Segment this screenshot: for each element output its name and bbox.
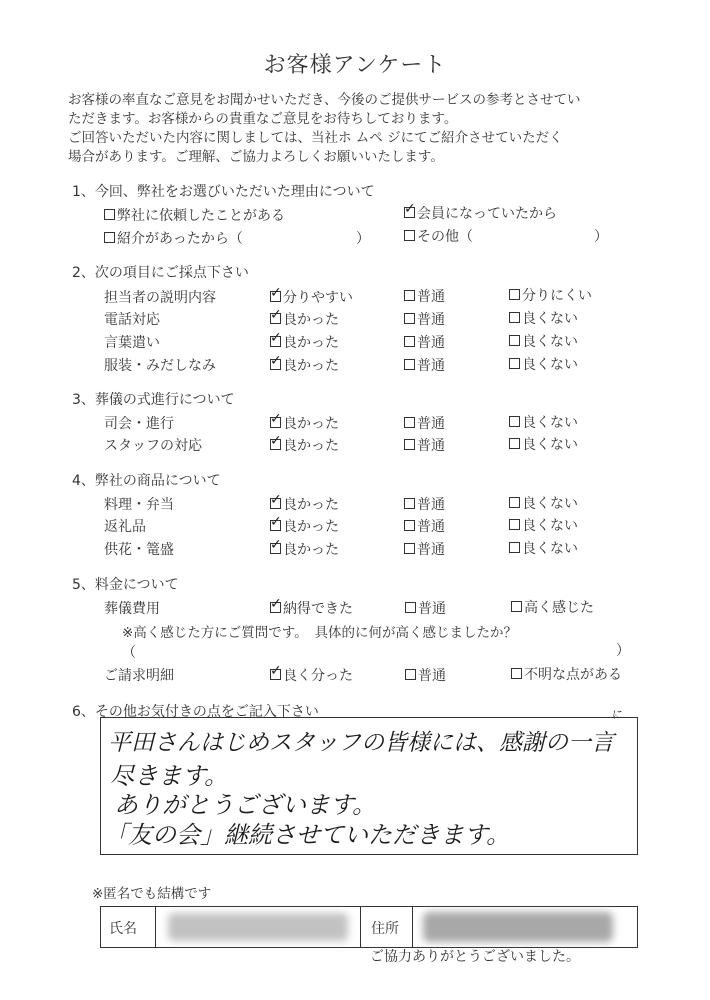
address-label-cell [360,907,413,947]
q5-invoice-option-a[interactable]: ✓ 良く分った [270,663,353,684]
q3-row-option-c[interactable]: 良くない [509,434,578,454]
q4-row-option-b[interactable]: 普通 [404,539,445,559]
q2-row-label: 服装・みだしなみ [104,358,216,374]
checkbox-checked[interactable] [270,663,282,680]
q1-option-other[interactable]: その他（ [404,226,473,246]
q2-row-option-c[interactable]: 分りにくい [509,285,592,305]
q4-row-option-a[interactable]: ✓ 良かった [270,537,339,558]
intro-line-4: 場合があります。ご理解、ご協力よろしくお願いいたします。 [68,149,444,165]
q2-row-label: 電話対応 [104,312,160,328]
checkbox[interactable] [404,313,415,324]
address-field[interactable] [412,907,636,947]
checkbox[interactable] [509,335,520,346]
checkbox[interactable] [509,358,520,369]
checkbox[interactable] [104,209,115,220]
q5-invoice-label: ご請求明細 [104,668,174,684]
checkbox[interactable] [404,417,415,428]
check-mark-icon: ✓ [270,492,282,508]
intro-line-3: ご回答いただいた内容に関しましては、当社ホ ムペ ジにてご紹介させていただく [68,130,563,146]
check-mark-icon: ✓ [270,285,282,301]
q2-row-option-a[interactable]: ✓ 良かった [270,330,339,351]
q2-row-option-b[interactable]: 普通 [404,355,445,375]
q5-fee-option-c[interactable]: 高く感じた [511,597,594,617]
check-mark-icon: ✓ [270,514,282,530]
q1-heading: 1、今回、弊社をお選びいただいた理由について [72,184,375,200]
redacted-name [168,913,348,941]
check-mark-icon: ✓ [270,433,282,449]
intro-line-2: ただきます。お客様からの貴重なご意見をお待ちしております。 [68,111,458,127]
q4-row-label: 返礼品 [104,519,146,535]
q2-row-option-c[interactable]: 良くない [509,354,578,374]
checkbox[interactable] [509,416,520,427]
handwritten-comment-line-4: 「友の会」継続させていただきます。 [104,821,511,849]
q4-row-option-b[interactable]: 普通 [404,494,445,514]
checkbox-checked[interactable] [270,307,282,324]
checkbox-checked[interactable] [270,596,282,613]
q5-invoice-option-c[interactable]: 不明な点がある [511,664,622,684]
checkbox[interactable] [509,289,520,300]
q2-row-option-c[interactable]: 良くない [509,308,578,328]
anonymous-note: ※匿名でも結構です [92,886,212,902]
checkbox-checked[interactable] [270,514,282,531]
checkbox[interactable] [404,230,415,241]
handwritten-correction: に [612,708,623,721]
address-label: 住所 [371,921,399,937]
q2-row-label: 言葉遣い [104,335,160,351]
name-address-table [100,906,638,948]
checkbox[interactable] [511,601,522,612]
q2-row-option-a[interactable]: ✓ 良かった [270,353,339,374]
checkbox[interactable] [104,232,115,243]
check-mark-icon: ✓ [270,330,282,346]
checkbox[interactable] [509,312,520,323]
q5-fee-label: 葬儀費用 [104,601,160,617]
q5-invoice-option-b[interactable]: 普通 [405,665,446,685]
q1-other-paren-close: ） [594,229,608,245]
q2-row-label: 担当者の説明内容 [104,290,216,306]
checkbox[interactable] [405,602,416,613]
q2-row-option-b[interactable]: 普通 [404,309,445,329]
q4-row-option-a[interactable]: ✓ 良かった [270,492,339,513]
redacted-address [423,912,613,942]
name-field[interactable] [155,907,361,947]
q2-heading: 2、次の項目にご採点下さい [72,265,249,281]
checkbox[interactable] [404,290,415,301]
q5-answer-paren-open: （ [122,645,136,661]
checkbox[interactable] [509,438,520,449]
q3-row-option-b[interactable]: 普通 [404,435,445,455]
q6-heading: 6、その他お気付きの点をご記入下さい [72,704,319,720]
checkbox-checked[interactable] [270,492,282,509]
q3-row-option-b[interactable]: 普通 [404,413,445,433]
check-mark-icon: ✓ [270,537,282,553]
check-mark-icon: ✓ [270,596,282,612]
checkbox[interactable] [509,519,520,530]
checkbox-checked[interactable] [270,537,282,554]
q3-row-label: 司会・進行 [104,416,174,432]
checkbox-checked[interactable] [270,433,282,450]
q3-row-option-a[interactable]: ✓ 良かった [270,411,339,432]
checkbox[interactable] [509,542,520,553]
q4-row-label: 供花・篭盛 [104,542,174,558]
q4-row-label: 料理・弁当 [104,497,174,513]
q1-option-repeat[interactable]: 弊社に依頼したことがある [104,205,285,225]
check-mark-icon: ✓ [270,411,282,427]
q5-heading: 5、料金について [72,577,179,593]
checkbox[interactable] [511,668,522,679]
q3-row-label: スタッフの対応 [104,438,202,454]
checkbox[interactable] [404,520,415,531]
q2-row-option-b[interactable]: 普通 [404,332,445,352]
q1-option-member[interactable]: ✓ 会員になっていたから [404,201,557,222]
q1-referral-paren-close: ） [356,231,370,247]
q3-heading: 3、葬儀の式進行について [72,392,235,408]
intro-line-1: お客様の率直なご意見をお聞かせいただき、今後のご提供サービスの参考とさせてい [68,92,581,108]
check-mark-icon: ✓ [270,307,282,323]
q4-row-option-c[interactable]: 良くない [509,493,578,513]
q3-row-option-c[interactable]: 良くない [509,412,578,432]
q5-fee-option-a[interactable]: ✓ 納得できた [270,596,353,617]
checkbox-checked[interactable] [270,330,282,347]
check-mark-icon: ✓ [404,201,416,217]
q4-row-option-c[interactable]: 良くない [509,515,578,535]
check-mark-icon: ✓ [270,663,282,679]
checkbox-checked[interactable] [404,201,416,218]
q2-row-option-c[interactable]: 良くない [509,331,578,351]
q2-row-option-a[interactable]: ✓ 分りやすい [270,285,353,306]
checkbox[interactable] [405,669,416,680]
q5-sub-question: ※高く感じた方にご質問です。 具体的に何が高く感じましたか？ [122,625,517,641]
q5-fee-option-b[interactable]: 普通 [405,598,446,618]
checkbox-checked[interactable] [270,285,282,302]
checkbox[interactable] [404,543,415,554]
checkbox-checked[interactable] [270,411,282,428]
handwritten-comment-line-2: 尽きます。 [110,762,229,790]
checkbox[interactable] [404,336,415,347]
q3-row-option-a[interactable]: ✓ 良かった [270,433,339,454]
q4-row-option-b[interactable]: 普通 [404,516,445,536]
thanks-message: ご協力ありがとうございました。 [370,949,580,965]
page-title: お客様アンケート [263,53,447,78]
checkbox[interactable] [404,439,415,450]
handwritten-comment-line-1: 平田さんはじめスタッフの皆様には、感謝の一言 [108,730,614,756]
checkbox-checked[interactable] [270,353,282,370]
q4-row-option-c[interactable]: 良くない [509,538,578,558]
q2-row-option-a[interactable]: ✓ 良かった [270,307,339,328]
q4-row-option-a[interactable]: ✓ 良かった [270,514,339,535]
check-mark-icon: ✓ [270,353,282,369]
checkbox[interactable] [404,498,415,509]
q1-option-referral[interactable]: 紹介があったから（ [104,228,243,248]
checkbox[interactable] [404,359,415,370]
q2-row-option-b[interactable]: 普通 [404,286,445,306]
checkbox[interactable] [509,497,520,508]
q4-heading: 4、弊社の商品について [72,473,221,489]
q5-answer-paren-close: ） [616,643,630,659]
name-label: 氏名 [109,921,137,937]
handwritten-comment-line-3: ありがとうございます。 [114,791,377,819]
